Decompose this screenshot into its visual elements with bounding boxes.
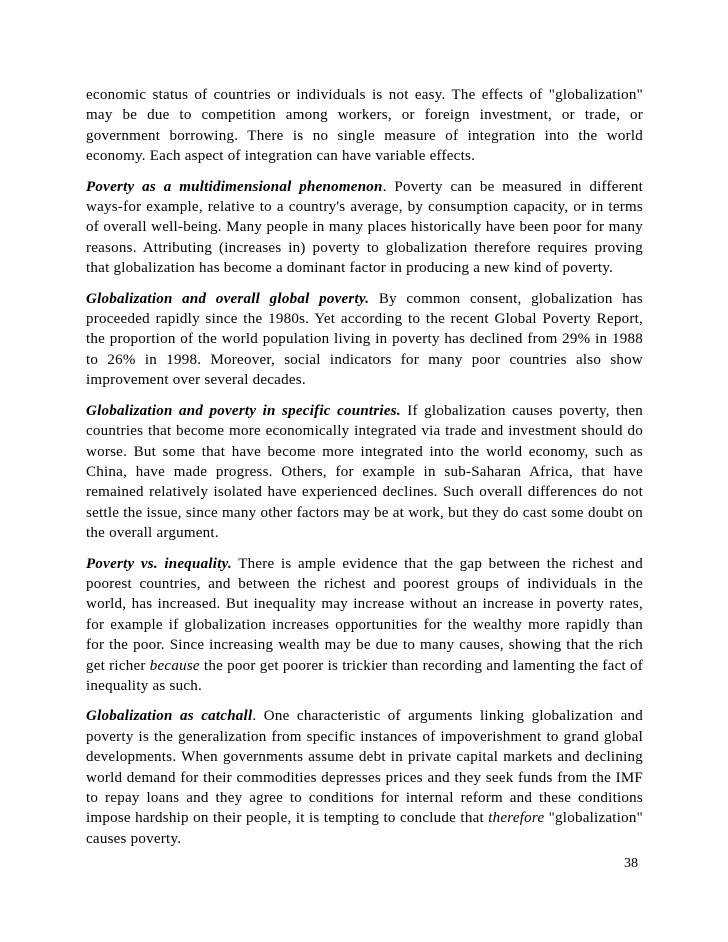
section-heading: Globalization as catchall: [86, 708, 253, 725]
section-globalization-catchall: [86, 706, 643, 849]
section-heading: Globalization and overall global poverty.: [86, 290, 370, 307]
section-poverty-specific-countries: [86, 401, 643, 544]
section-text: . One characteristic of arguments linking globalization and poverty is the generalization from specific instances of impoverishment to grand global developments. When governments assume debt in private capital markets and declining world demand for their commodities depresses prices and they seek funds from the IMF to repay loans and they agree to conditions for internal reform and these conditions impose hardship on their people, it is tempting to conclude that: [86, 708, 643, 827]
document-body: [86, 85, 643, 859]
section-text: If globalization causes poverty, then countries that become more economically integrated via trade and investment should do worse. But some that have become more integrated into the world economy, such as China, have made progress. Others, for example in sub-Saharan Africa, that have remained relatively isolated have experienced declines. Such overall differences do not settle the issue, since many other factors may be at work, but they do cast some doubt on the overall argument.: [86, 402, 643, 542]
section-multidimensional-poverty: [86, 177, 643, 279]
intro-paragraph: economic status of countries or individuals is not easy. The effects of "globalization" may be due to competition among workers, or foreign investment, or trade, or government borrowing. There is no single measure of integration into the world economy. Each aspect of integration can have variable effects.: [86, 87, 643, 165]
section-text: There is ample evidence that the gap between the richest and poorest countries, and between the richest and poorest groups of individuals in the world, has increased. But inequality may increase without an increase in poverty rates, for example if globalization increases opportunities for the wealthy more rapidly than for the poor. Since increasing wealth may be due to many causes, showing that the rich get richer: [86, 555, 644, 674]
section-poverty-vs-inequality: [86, 554, 643, 697]
section-heading: Poverty vs. inequality.: [86, 555, 232, 572]
section-text: By common consent, globalization has proceeded rapidly since the 1980s. Yet according to the recent Global Poverty Report, the proportion of the world population living in poverty has declined from 29% in 1988 to 26% in 1998. Moreover, social indicators for many poor countries also show improvement over several decades.: [86, 290, 644, 389]
emphasis-text: therefore: [488, 810, 545, 827]
page-number: 38: [624, 856, 638, 871]
section-heading: Poverty as a multidimensional phenomenon: [86, 178, 383, 195]
section-text-continued: "globalization" causes poverty.: [86, 810, 643, 847]
section-text: . Poverty can be measured in different ways-for example, relative to a country's average, by consumption capacity, or in terms of overall well-being. Many people in many places historically have been poor for many reasons. Attributing (increases in) poverty to globalization therefore requires proving that globalization has become a dominant factor in producing a new kind of poverty.: [86, 178, 643, 277]
section-overall-global-poverty: [86, 289, 643, 391]
section-heading: Globalization and poverty in specific countries.: [86, 402, 401, 419]
emphasis-text: because: [149, 657, 200, 674]
section-text-continued: the poor get poorer is trickier than recording and lamenting the fact of inequality as such.: [86, 657, 643, 694]
